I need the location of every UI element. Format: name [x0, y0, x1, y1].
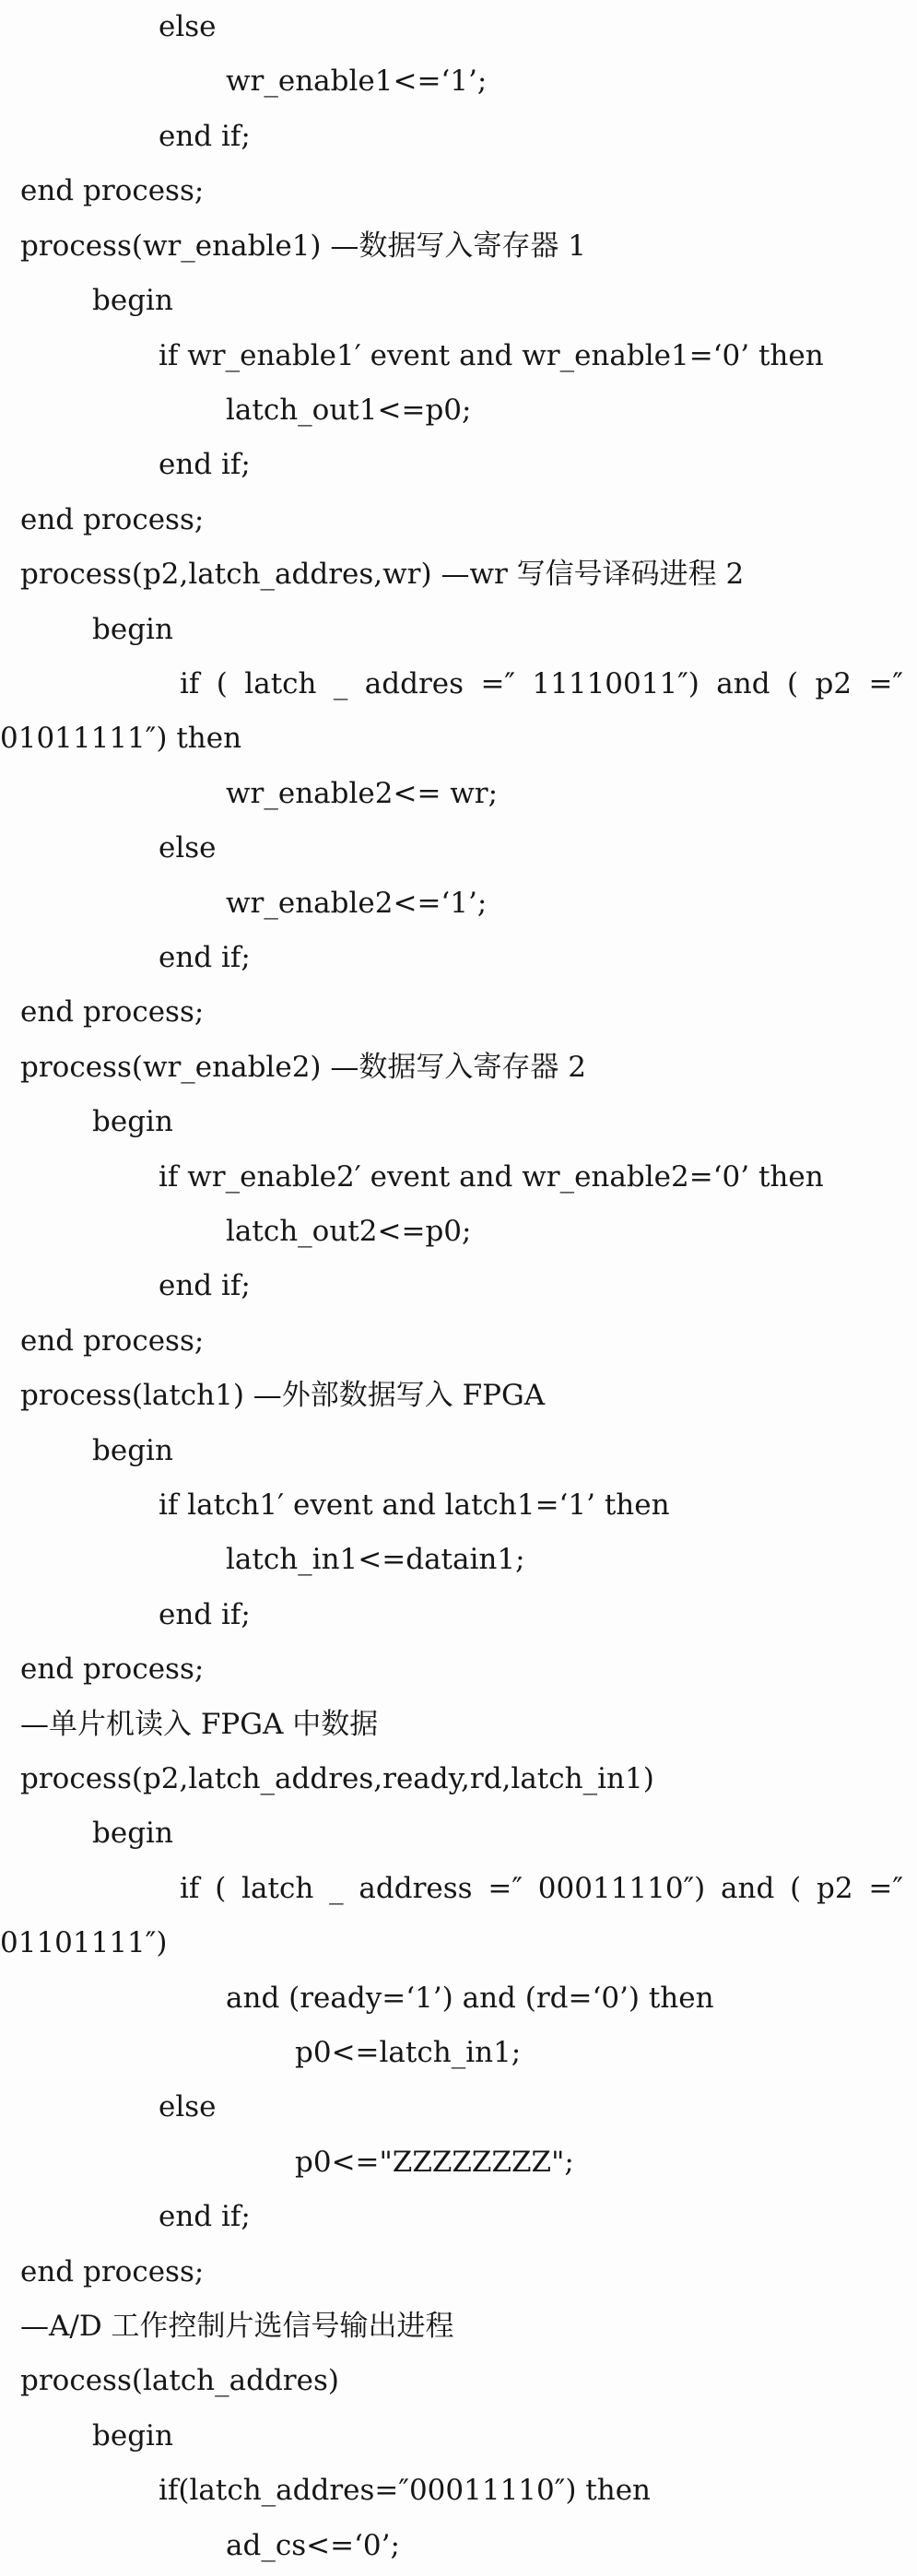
code-line: begin — [92, 1105, 173, 1138]
code-line: begin — [92, 2419, 173, 2452]
code-line: if latch1′ event and latch1=‘1’ then — [159, 1488, 670, 1522]
code-line: process(latch_addres) — [20, 2364, 339, 2397]
code-line: end process; — [20, 1653, 205, 1686]
code-line: process(p2,latch_addres,wr) —wr 写信号译码进程 2 — [20, 558, 745, 591]
code-line: else — [159, 831, 217, 865]
code-line: process(latch1) —外部数据写入 FPGA — [20, 1379, 546, 1412]
code-line: ad_cs<=‘0’; — [226, 2529, 400, 2562]
code-line: end process; — [20, 2255, 205, 2288]
code-line: end process; — [20, 1324, 205, 1358]
code-line: if wr_enable2′ event and wr_enable2=‘0’ then — [159, 1160, 824, 1194]
code-line: end if; — [159, 1598, 251, 1631]
code-line: end if; — [159, 448, 251, 481]
code-line: end if; — [159, 1269, 251, 1302]
code-line: wr_enable1<=‘1’; — [226, 65, 488, 98]
code-line: latch_out2<=p0; — [226, 1215, 472, 1248]
code-line: p0<=latch_in1; — [295, 2036, 522, 2069]
code-line: else — [159, 10, 217, 43]
code-line: begin — [92, 613, 173, 646]
code-line: end process; — [20, 995, 205, 1029]
code-line: and (ready=‘1’) and (rd=‘0’) then — [226, 1982, 714, 2015]
code-line: —单片机读入 FPGA 中数据 — [20, 1708, 379, 1741]
code-line: latch_out1<=p0; — [226, 394, 472, 427]
code-line: 01011111″) then — [0, 722, 242, 755]
code-line: process(p2,latch_addres,ready,rd,latch_in1) — [20, 1762, 654, 1795]
code-line: begin — [92, 1817, 173, 1850]
code-line: process(wr_enable1) —数据写入寄存器 1 — [20, 229, 586, 263]
code-line: —A/D 工作控制片选信号输出进程 — [20, 2310, 454, 2343]
code-line: end process; — [20, 174, 205, 207]
code-line: latch_in1<=datain1; — [226, 1543, 525, 1576]
code-line: end process; — [20, 503, 205, 536]
code-line: end if; — [159, 941, 251, 974]
code-line: if ( latch _ address =″ 00011110″) and ( p2 =″ — [180, 1872, 903, 1905]
code-line: if(latch_addres=″00011110″) then — [159, 2474, 652, 2507]
code-line: begin — [92, 284, 173, 317]
code-line: wr_enable2<= wr; — [226, 777, 499, 810]
code-line: end if; — [159, 2200, 251, 2233]
code-line: p0<="ZZZZZZZZ"; — [295, 2146, 574, 2179]
code-line: 01101111″) — [0, 1926, 168, 1959]
code-line: wr_enable2<=‘1’; — [226, 887, 488, 920]
code-line: process(wr_enable2) —数据写入寄存器 2 — [20, 1051, 586, 1084]
code-line: if ( latch _ addres =″ 11110011″) and ( p2 =″ — [180, 667, 903, 700]
code-line: if wr_enable1′ event and wr_enable1=‘0’ then — [159, 339, 824, 372]
code-line: else — [159, 2090, 217, 2123]
code-line: end if; — [159, 120, 251, 153]
code-line: begin — [92, 1434, 173, 1467]
